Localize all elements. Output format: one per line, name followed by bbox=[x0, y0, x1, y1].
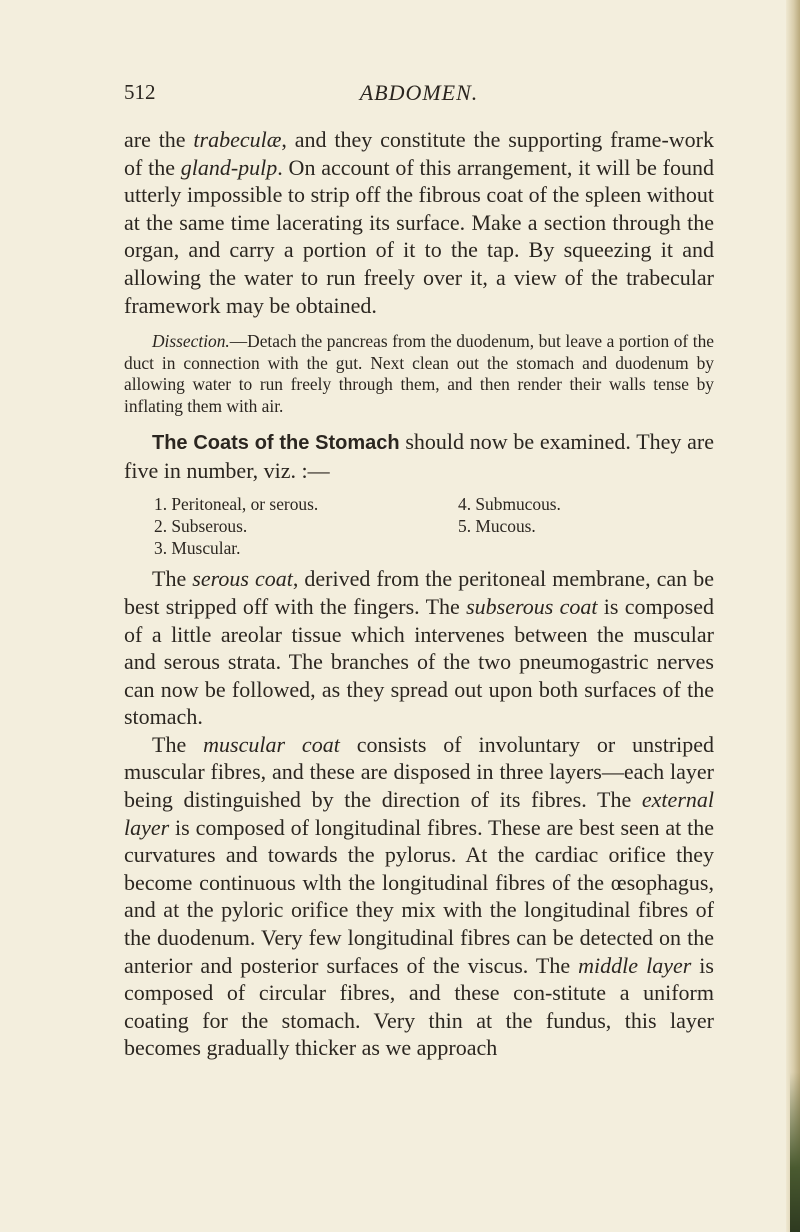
coats-list bbox=[154, 493, 714, 560]
list-item: 4. Submucous. bbox=[458, 493, 561, 514]
text-run: should now be examined. They are five in number, viz. :— bbox=[124, 428, 714, 484]
list-item: 3. Muscular. bbox=[154, 538, 241, 559]
text-run: is composed of longitudinal fibres. These are best seen at the curvatures and towards the pylorus. At the cardiac orifice they become continuous wlth the longitudinal fibres of the œsophagus, and at the pyloric orifice they mix with the longitudinal fibres of the duodenum. Very few longitudinal fibres can be detected on the anterior and posterior surfaces of the viscus. The bbox=[124, 814, 714, 978]
emphasis-term: subserous coat bbox=[466, 593, 598, 619]
dissection-note bbox=[124, 331, 714, 417]
text-run: , derived from the peritoneal membrane, can be best stripped off with the fingers. The bbox=[124, 566, 714, 619]
section-heading: The Coats of the Stomach bbox=[152, 431, 400, 454]
list-item: 1. Peritoneal, or serous. bbox=[154, 493, 319, 514]
list-item: 2. Subserous. bbox=[154, 515, 248, 536]
dissection-text: —Detach the pancreas from the duodenum, but leave a portion of the duct in connection with the gut. Next clean out the stomach and duodenum by allowing water to run freely through them, and then render their walls tense by inflating them with air. bbox=[124, 331, 714, 416]
page-body bbox=[124, 126, 714, 1062]
paragraph-serous-coat bbox=[124, 565, 714, 731]
text-run: . On account of this arrangement, it will be found utterly impossible to strip off the fibrous coat of the spleen without at the same time lacerating its surface. Make a section through the organ, and carry a portion of it to the tap. By squeezing it and allowing the water to run freely over it, a view of the trabecular framework may be obtained. bbox=[124, 154, 715, 318]
emphasis-term: serous coat bbox=[192, 566, 293, 592]
paragraph-muscular-coat bbox=[124, 731, 714, 1062]
running-head: ABDOMEN. bbox=[359, 80, 479, 105]
dissection-label: Dissection. bbox=[152, 331, 230, 352]
page-header bbox=[124, 80, 714, 110]
list-item: 5. Mucous. bbox=[458, 515, 536, 536]
emphasis-term: muscular coat bbox=[203, 731, 340, 757]
paragraph-trabeculae bbox=[124, 126, 714, 319]
text-run: is composed of a little areolar tissue which intervenes between the muscular and serous strata. The branches of the two pneumogastric nerves can now be followed, as they spread out upon both surfaces of the stomach. bbox=[124, 593, 714, 730]
page-number: 512 bbox=[124, 80, 156, 104]
text-run: , and they constitute the supporting frame-work of the bbox=[124, 127, 714, 180]
text-run: consists of involuntary or unstriped muscular fibres, and these are disposed in three layers—each layer being distinguished by the direction of its fibres. The bbox=[124, 731, 715, 813]
emphasis-term: trabeculæ bbox=[193, 127, 282, 152]
emphasis-term: middle layer bbox=[578, 952, 692, 978]
page-edge bbox=[786, 0, 800, 1232]
emphasis-term: external layer bbox=[124, 787, 714, 840]
text-run: are the bbox=[124, 127, 194, 152]
text-run: is composed of circular fibres, and these con-stitute a uniform coating for the stomach. Very thin at the fundus, this layer becomes gradually thicker as we approach bbox=[124, 952, 714, 1061]
text-run: The bbox=[152, 731, 204, 757]
page-edge-shadow bbox=[790, 1072, 800, 1232]
text-run: The bbox=[152, 566, 193, 592]
coats-heading-paragraph bbox=[124, 428, 714, 485]
emphasis-term: gland-pulp bbox=[180, 154, 278, 180]
